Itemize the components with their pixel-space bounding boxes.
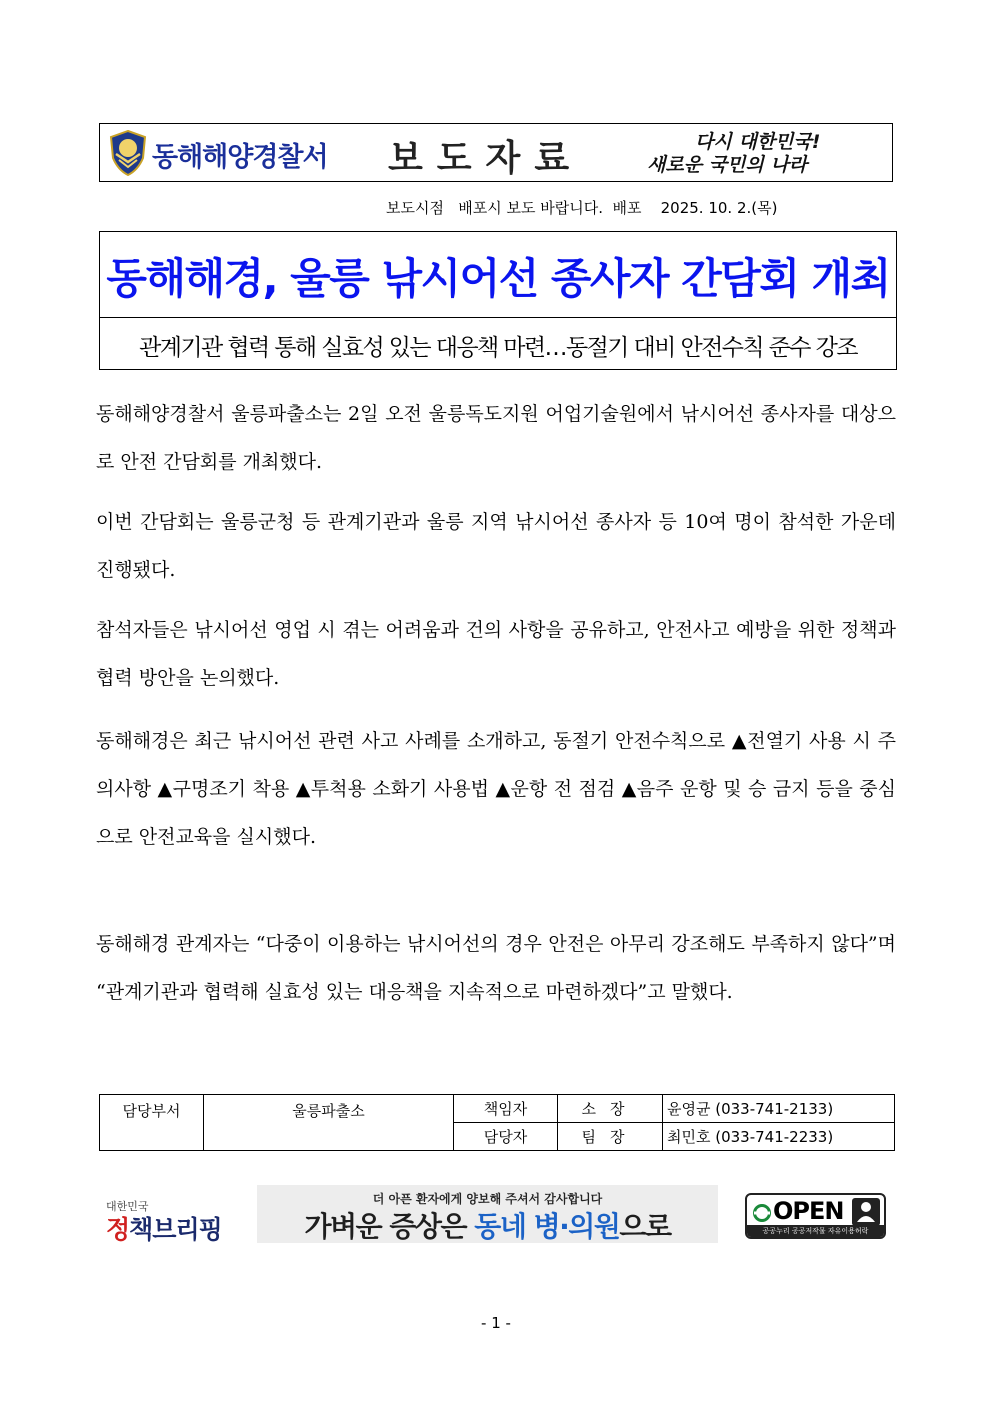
open-label: OPEN <box>773 1197 844 1225</box>
page-number: - 1 - <box>481 1314 511 1332</box>
release-info <box>386 197 777 218</box>
briefing-title-part1: 정 <box>106 1215 130 1244</box>
coast-guard-emblem-icon <box>108 130 148 176</box>
release-label: 보도시점 <box>386 199 444 217</box>
document-type: 보도자료 <box>388 138 584 179</box>
briefing-title <box>106 1210 222 1246</box>
subtitle-box <box>99 317 897 370</box>
banner-main-part1: 가벼운 증상은 <box>304 1210 475 1243</box>
contact-table <box>99 1094 895 1151</box>
campaign-banner <box>257 1185 718 1243</box>
press-header <box>99 123 893 182</box>
banner-top-text: 더 아픈 환자에게 양보해 주셔서 감사합니다 <box>372 1192 603 1206</box>
contact-position: 소장 <box>558 1095 663 1123</box>
distribution-label: 배포 <box>612 199 642 217</box>
briefing-small-text: 대한민국 <box>106 1200 149 1213</box>
contact-position: 팀장 <box>558 1123 663 1151</box>
briefing-title-part2: 책브리핑 <box>129 1215 222 1244</box>
body-paragraph: 동해해경 관계자는 “다중이 이용하는 낚시어선의 경우 안전은 아무리 강조해도 부족하지 않다”며 “관계기관과 협력해 실효성 있는 대응책을 지속적으로 마련하겠다”고 말했다. <box>96 933 896 1003</box>
slogan-logo <box>645 128 890 178</box>
body-paragraph: 동해해경은 최근 낚시어선 관련 사고 사례를 소개하고, 동절기 안전수칙으로 ▲전열기 사용 시 주의사항 ▲구명조기 착용 ▲투척용 소화기 사용법 ▲운항 전 점검 ▲음주 운항 및 승 금지 등을 중심으로 안전교육을 실시했다. <box>96 730 896 848</box>
banner-main-part2: 동네 병·의원 <box>474 1210 620 1243</box>
slogan-line2: 새로운 국민의 나라 <box>647 154 808 176</box>
table-row <box>100 1095 895 1123</box>
headline: 동해해경, 울릉 낚시어선 종사자 간담회 개최 <box>106 254 890 303</box>
release-date: 2025. 10. 2.(목) <box>660 199 778 217</box>
org-name: 동해해양경찰서 <box>152 142 328 173</box>
open-circle-icon <box>753 1204 771 1222</box>
dept-label: 담당부서 <box>100 1095 204 1151</box>
release-timing: 배포시 보도 바랍니다. <box>458 199 603 217</box>
banner-main-text <box>257 1205 718 1243</box>
subheadline: 관계기관 협력 통해 실효성 있는 대응책 마련…동절기 대비 안전수칙 준수 강조 <box>139 335 857 361</box>
body-paragraph: 동해해양경찰서 울릉파출소는 2일 오전 울릉독도지원 어업기술원에서 낚시어선 종사자를 대상으로 안전 간담회를 개최했다. <box>96 403 896 473</box>
slogan-line1: 다시 대한민국! <box>695 131 821 153</box>
attribution-person-icon <box>852 1198 880 1226</box>
banner-main-part3: 으로 <box>619 1210 671 1243</box>
policy-briefing-logo <box>106 1198 222 1244</box>
body-paragraph: 참석자들은 낚시어선 영업 시 겪는 어려움과 건의 사항을 공유하고, 안전사고 예방을 위한 정책과 협력 방안을 논의했다. <box>96 619 896 689</box>
title-box <box>99 231 897 318</box>
contact-name: 윤영균 (033-741-2133) <box>663 1095 895 1123</box>
dept-name: 울릉파출소 <box>204 1095 454 1151</box>
kogl-open-badge <box>745 1193 886 1239</box>
contact-role: 담당자 <box>454 1123 558 1151</box>
contact-role: 책임자 <box>454 1095 558 1123</box>
open-caption: 공공누리 공공저작물 자유이용허락 <box>747 1225 884 1237</box>
body-paragraph: 이번 간담회는 울릉군청 등 관계기관과 울릉 지역 낚시어선 종사자 등 10여 명이 참석한 가운데 진행됐다. <box>96 511 896 581</box>
contact-name: 최민호 (033-741-2233) <box>663 1123 895 1151</box>
